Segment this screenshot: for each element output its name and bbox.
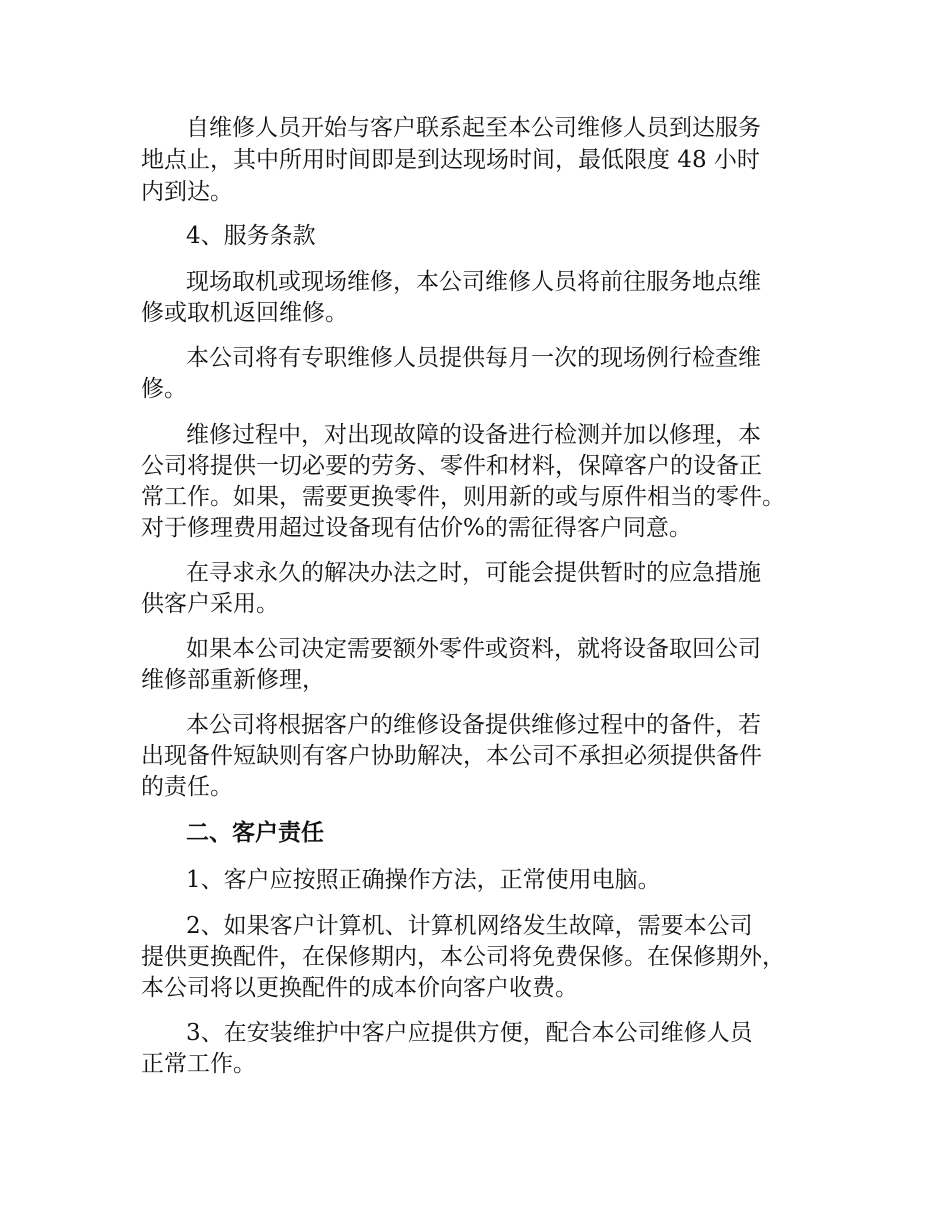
text-line: 维修过程中，对出现故障的设备进行检测并加以修理，本 <box>186 422 761 448</box>
text-line: 本公司将根据客户的维修设备提供维修过程中的备件，若 <box>186 712 761 738</box>
text-line: 1、客户应按照正确操作方法，正常使用电脑。 <box>186 867 661 893</box>
text-line: 本公司将以更换配件的成本价向客户收费。 <box>141 975 578 1001</box>
section-heading: 二、客户责任 <box>186 819 324 846</box>
text-line: 如果本公司决定需要额外零件或资料，就将设备取回公司 <box>186 636 761 662</box>
text-line: 维修部重新修理， <box>141 667 325 693</box>
text-line: 3、在安装维护中客户应提供方便，配合本公司维修人员 <box>186 1020 753 1046</box>
text-line: 地点止，其中所用时间即是到达现场时间，最低限度 48 小时 <box>141 147 760 173</box>
text-line: 2、如果客户计算机、计算机网络发生故障，需要本公司 <box>186 913 753 939</box>
text-line: 的责任。 <box>141 774 233 800</box>
text-line: 对于修理费用超过设备现有估价%的需征得客户同意。 <box>141 515 692 541</box>
text-line: 在寻求永久的解决办法之时，可能会提供暂时的应急措施 <box>186 560 761 586</box>
text-line: 自维修人员开始与客户联系起至本公司维修人员到达服务 <box>186 115 761 141</box>
text-line: 公司将提供一切必要的劳务、零件和材料，保障客户的设备正 <box>141 453 762 479</box>
text-line: 本公司将有专职维修人员提供每月一次的现场例行检查维 <box>186 345 761 371</box>
text-line: 常工作。如果，需要更换零件，则用新的或与原件相当的零件。 <box>141 484 785 510</box>
text-line: 出现备件短缺则有客户协助解决，本公司不承担必须提供备件 <box>141 743 762 769</box>
text-line: 现场取机或现场维修，本公司维修人员将前往服务地点维 <box>186 269 761 295</box>
text-line: 正常工作。 <box>141 1051 256 1077</box>
text-line: 修或取机返回维修。 <box>141 300 348 326</box>
text-line: 供客户采用。 <box>141 591 279 617</box>
text-line: 内到达。 <box>141 179 233 205</box>
text-line: 提供更换配件，在保修期内，本公司将免费保修。在保修期外， <box>141 944 785 970</box>
text-line: 修。 <box>141 376 187 402</box>
text-line: 4、服务条款 <box>186 223 316 249</box>
